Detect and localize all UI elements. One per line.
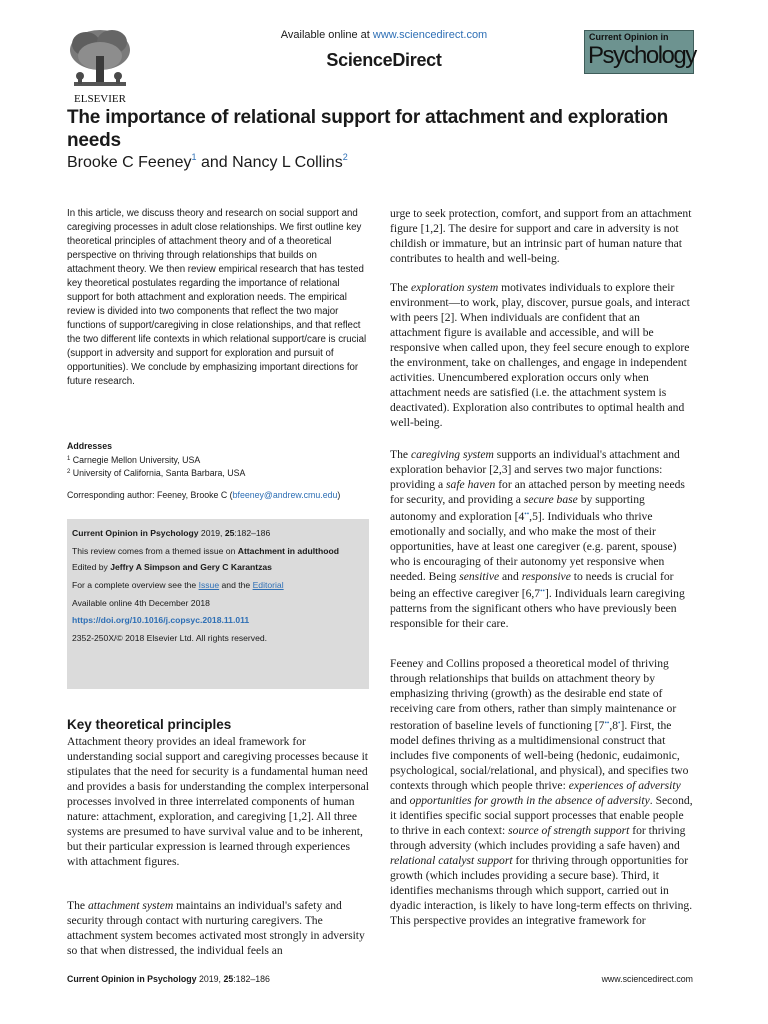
sciencedirect-link[interactable]: www.sciencedirect.com — [372, 29, 488, 41]
footer-citation: Current Opinion in Psychology 2019, 25:182–186 — [67, 974, 270, 984]
doi-link[interactable]: https://doi.org/10.1016/j.copsyc.2018.11.011 — [72, 615, 250, 625]
available-prefix: Available online at — [280, 29, 373, 41]
author-2-affiliation[interactable]: 2 — [342, 152, 348, 162]
paragraph-caregiving-system: The caregiving system supports an individual's attachment and exploration behavior [2,3] and serves two major functions: providing a safe haven for an attached person by meeting needs for security, and providing a secure base by supporting autonomy and exploration [4••,5]. Individuals who thrive emotionally and socially, and who make the most of their opportunities, have at least one caregiver (e.g. parent, spouse) who is encouraging of their autonomy yet responsive when needed. Being sensitive and responsive to needs is crucial for being an effective caregiver [6,7••]. Individuals learn caregiving patterns from the significant others who have previously been responsible for their care. — [390, 448, 685, 630]
info-theme: This review comes from a themed issue on Attachment in adulthood — [72, 546, 339, 556]
author-email-link[interactable]: bfeeney@andrew.cmu.edu — [232, 490, 338, 500]
paragraph-support-in-adversity: urge to seek protection, comfort, and support from an attachment figure [1,2]. The desire for support and care in adversity is not childish or immature, but an intrinsic part of human nature that contributes to health and well-being. — [390, 207, 692, 265]
address-1: $^1$ Carnegie Mellon University, USA — [67, 454, 201, 465]
sciencedirect-brand: ScienceDirect — [326, 50, 442, 70]
editorial-link[interactable]: Editorial — [252, 580, 284, 590]
paragraph-attachment-system: The attachment system maintains an individual's safety and security through contact with nurturing caregivers. The attachment system becomes activated most strongly in adversity so that when distressed, the individual feels an — [67, 899, 365, 957]
journal-logo — [584, 30, 694, 74]
journal-logo-line1: Current Opinion in — [589, 32, 669, 42]
abstract: In this article, we discuss theory and research on social support and caregiving processes in adult close relationships. We first outline key theoretical principles of attachment theory and of a theoretical perspective on thriving through relationships that builds on attachment theory. We then review empirical research that has tested key theoretical postulates regarding the importance of relational support for both attachment and exploration needs. The empirical review is divided into two components that reflect the two major functions of support/caregiving in close relationships, and that reflect the two different life contexts in which relational support/care is crucial (support in adversity and support for exploration and pursuit of opportunities). We conclude by emphasizing important directions for future research. — [67, 208, 367, 387]
author-conjunction: and — [196, 154, 233, 171]
info-citation: Current Opinion in Psychology 2019, 25:182–186 — [72, 528, 271, 538]
author-2: Nancy L Collins — [232, 154, 343, 171]
footer-url[interactable]: www.sciencedirect.com — [601, 974, 693, 984]
article-info-box — [67, 519, 369, 689]
journal-logo-line2: Psychology — [588, 42, 696, 69]
addresses — [67, 440, 367, 480]
corresponding-author: Corresponding author: Feeney, Brooke C (bfeeney@andrew.cmu.edu) — [67, 490, 341, 500]
section-heading-key-principles: Key theoretical principles — [67, 717, 232, 732]
info-available-online: Available online 4th December 2018 — [72, 598, 210, 608]
paragraph-attachment-theory: Attachment theory provides an ideal framework for understanding social support and caregiving processes because it stipulates that the need for security is a fundamental human need and provides a basis for understanding the complex interpersonal processes involved in three interrelated components of human nature: attachment, exploration, and caregiving [1,2]. All three systems are presumed to have survival value and to be inherent, but their particular expression is learned through experiences with attachment figures. — [67, 735, 369, 868]
publisher-wordmark: ELSEVIER — [74, 93, 126, 105]
addresses-heading: Addresses — [67, 441, 112, 451]
author-1: Brooke C Feeney — [67, 154, 192, 171]
info-doi — [72, 615, 249, 625]
author-list — [67, 152, 348, 172]
paragraph-exploration-system: The exploration system motivates individuals to explore their environment—to work, play, discover, pursue goals, and interact with peers [2]. When individuals are confident that an attachment figure is available and accessible, and will be responsive when called upon, they feel secure enough to explore the environment, take on challenges, and engage in independent activities. Unencumbered exploration occurs only when attachment needs are satisfied (i.e. the attachment system is deactivated). Exploration also contributes to optimal health and well-being. — [390, 281, 690, 429]
author-1-affiliation[interactable]: 1 — [191, 152, 197, 162]
address-2: $^2$ University of California, Santa Barbara, USA — [67, 468, 246, 478]
issue-link[interactable]: Issue — [198, 580, 220, 590]
info-overview: For a complete overview see the Issue and the Editorial — [72, 580, 284, 590]
info-copyright: 2352-250X/© 2018 Elsevier Ltd. All rights reserved. — [72, 633, 268, 643]
article-title: The importance of relational support for attachment and exploration needs — [67, 107, 669, 151]
info-editors: Edited by Jeffry A Simpson and Gery C Karantzas — [72, 562, 272, 572]
paragraph-thriving-model: Feeney and Collins proposed a theoretical model of thriving through relationships that builds on attachment theory by emphasizing thriving (growth) as the desirable end state of receiving care from others, rather than simply maintenance or restoration of baseline levels of functioning [7••,8•]. First, the model defines thriving as a multidimensional construct that includes five components of well-being (hedonic, eudaimonic, psychological, social/relational, and physical), and specifies two contexts through which people thrive: experiences of adversity and opportunities for growth in the absence of adversity. Second, it identifies specific social support processes that enable people to thrive in each context: source of strength support for thriving through adversity (which includes providing a safe haven) and relational catalyst support for thriving through opportunities for growth (which includes providing a secure base). Third, it identifies mechanisms through which support, carried out in dyadic interaction, is likely to have long-term effects on thriving. This perspective provides an integrative framework for — [390, 657, 693, 927]
